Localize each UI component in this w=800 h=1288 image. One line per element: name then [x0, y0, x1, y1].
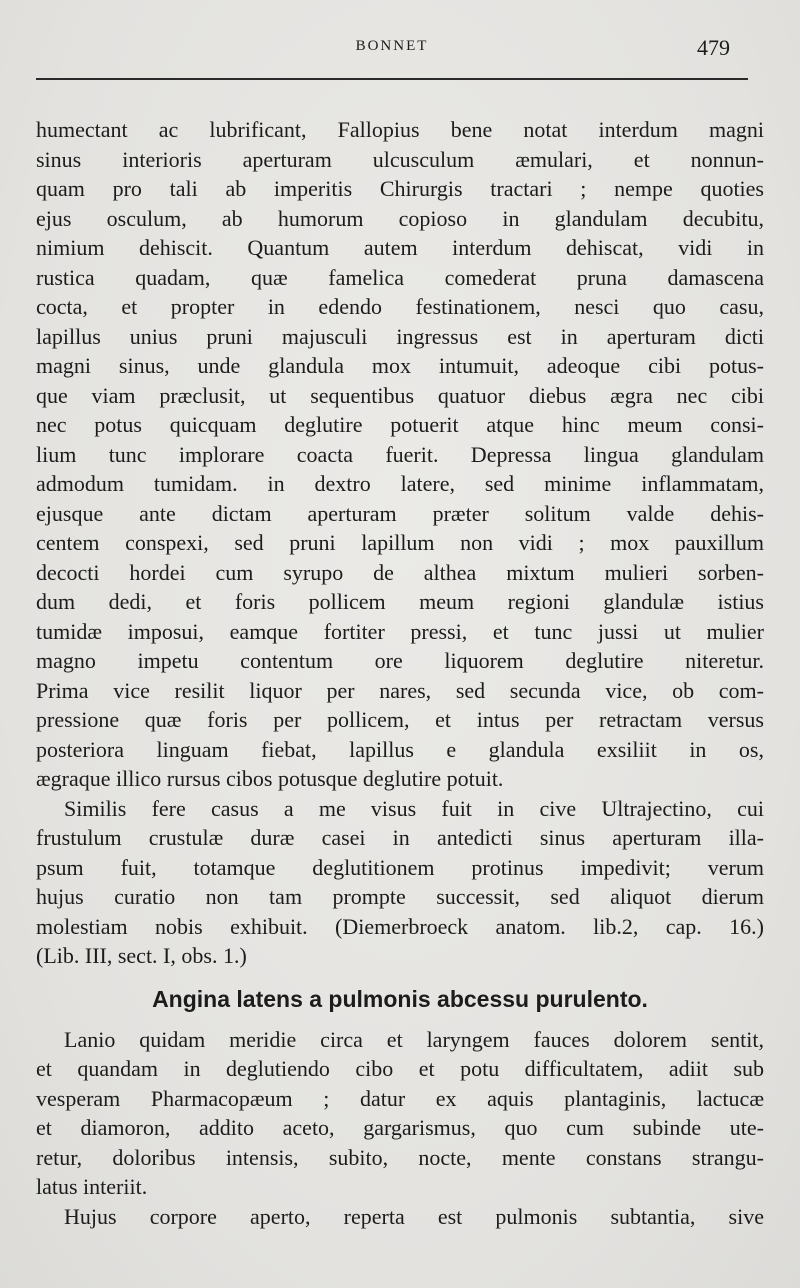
text-line: et diamoron, addito aceto, gargarismus, quo cum subinde ute-	[36, 1115, 764, 1140]
text-line: frustulum crustulæ duræ casei in antedicti sinus aperturam illa-	[36, 825, 764, 850]
text-line: magno impetu contentum ore liquorem deglutire niteretur.	[36, 648, 764, 673]
text-line: Hujus corpore aperto, reperta est pulmonis subtantia, sive	[64, 1203, 764, 1229]
text-line: lium tunc implorare coacta fuerit. Depressa lingua glandulam	[36, 441, 764, 467]
page-number: 479	[697, 35, 730, 60]
text-line: (Lib. III, sect. I, obs. 1.)	[36, 943, 247, 968]
text-line: Lanio quidam meridie circa et laryngem fauces dolorem sentit,	[64, 1026, 764, 1052]
text-line: Prima vice resilit liquor per nares, sed secunda vice, ob com-	[36, 677, 764, 703]
body-text	[36, 115, 764, 1231]
text-line: vesperam Pharmacopæum ; datur ex aquis plantaginis, lactucæ	[36, 1085, 764, 1111]
section-heading: Angina latens a pulmonis abcessu purulento.	[152, 985, 648, 1012]
text-line: psum fuit, totamque deglutitionem protinus impedivit; verum	[36, 854, 764, 880]
paragraphs-after-heading	[36, 1025, 764, 1232]
text-line: nimium dehiscit. Quantum autem interdum dehiscat, vidi in	[36, 235, 764, 260]
text-line: retur, doloribus intensis, subito, nocte, mente constans strangu-	[36, 1144, 764, 1170]
text-line: magni sinus, unde glandula mox intumuit, adeoque cibi potus-	[36, 353, 764, 378]
text-line: decocti hordei cum syrupo de althea mixtum mulieri sorben-	[36, 559, 764, 585]
text-line: humectant ac lubrificant, Fallopius bene notat interdum magni	[36, 117, 764, 142]
running-head	[36, 35, 748, 60]
text-line: hujus curatio non tam prompte successit, sed aliquot dierum	[36, 884, 764, 909]
text-line: et quandam in deglutiendo cibo et potu difficultatem, adiit sub	[36, 1056, 764, 1081]
paragraphs-before-heading	[36, 115, 764, 971]
text-line: ejus osculum, ab humorum copioso in glandulam decubitu,	[36, 205, 764, 231]
text-line: quam pro tali ab imperitis Chirurgis tractari ; nempe quoties	[36, 176, 764, 201]
text-line: sinus interioris aperturam ulcusculum æmulari, et nonnun-	[36, 146, 764, 172]
text-line: posteriora linguam fiebat, lapillus e glandula exsiliit in os,	[36, 736, 764, 762]
text-line: tumidæ imposui, eamque fortiter pressi, et tunc jussi ut mulier	[36, 618, 764, 644]
text-line: admodum tumidam. in dextro latere, sed minime inflammatam,	[36, 471, 764, 496]
text-line: que viam præclusit, ut sequentibus quatuor diebus ægra nec cibi	[36, 382, 764, 408]
header-rule	[36, 78, 748, 80]
text-line: ægraque illico rursus cibos potusque deglutire potuit.	[36, 766, 504, 791]
running-title: BONNET	[355, 38, 429, 54]
text-line: lapillus unius pruni majusculi ingressus est in aperturam dicti	[36, 323, 764, 349]
text-line: dum dedi, et foris pollicem meum regioni glandulæ istius	[36, 589, 764, 614]
text-line: molestiam nobis exhibuit. (Diemerbroeck anatom. lib.2, cap. 16.)	[36, 913, 764, 939]
text-line: Similis fere casus a me visus fuit in cive Ultrajectino, cui	[64, 795, 764, 821]
text-line: nec potus quicquam deglutire potuerit atque hinc meum consi-	[36, 412, 764, 437]
text-line: rustica quadam, quæ famelica comederat pruna damascena	[36, 264, 764, 290]
text-line: cocta, et propter in edendo festinationem, nesci quo casu,	[36, 294, 764, 319]
text-line: centem conspexi, sed pruni lapillum non vidi ; mox pauxillum	[36, 530, 764, 555]
text-line: ejusque ante dictam aperturam præter solitum valde dehis-	[36, 500, 764, 526]
text-line: pressione quæ foris per pollicem, et intus per retractam versus	[36, 707, 764, 732]
text-line: latus interiit.	[36, 1174, 148, 1199]
